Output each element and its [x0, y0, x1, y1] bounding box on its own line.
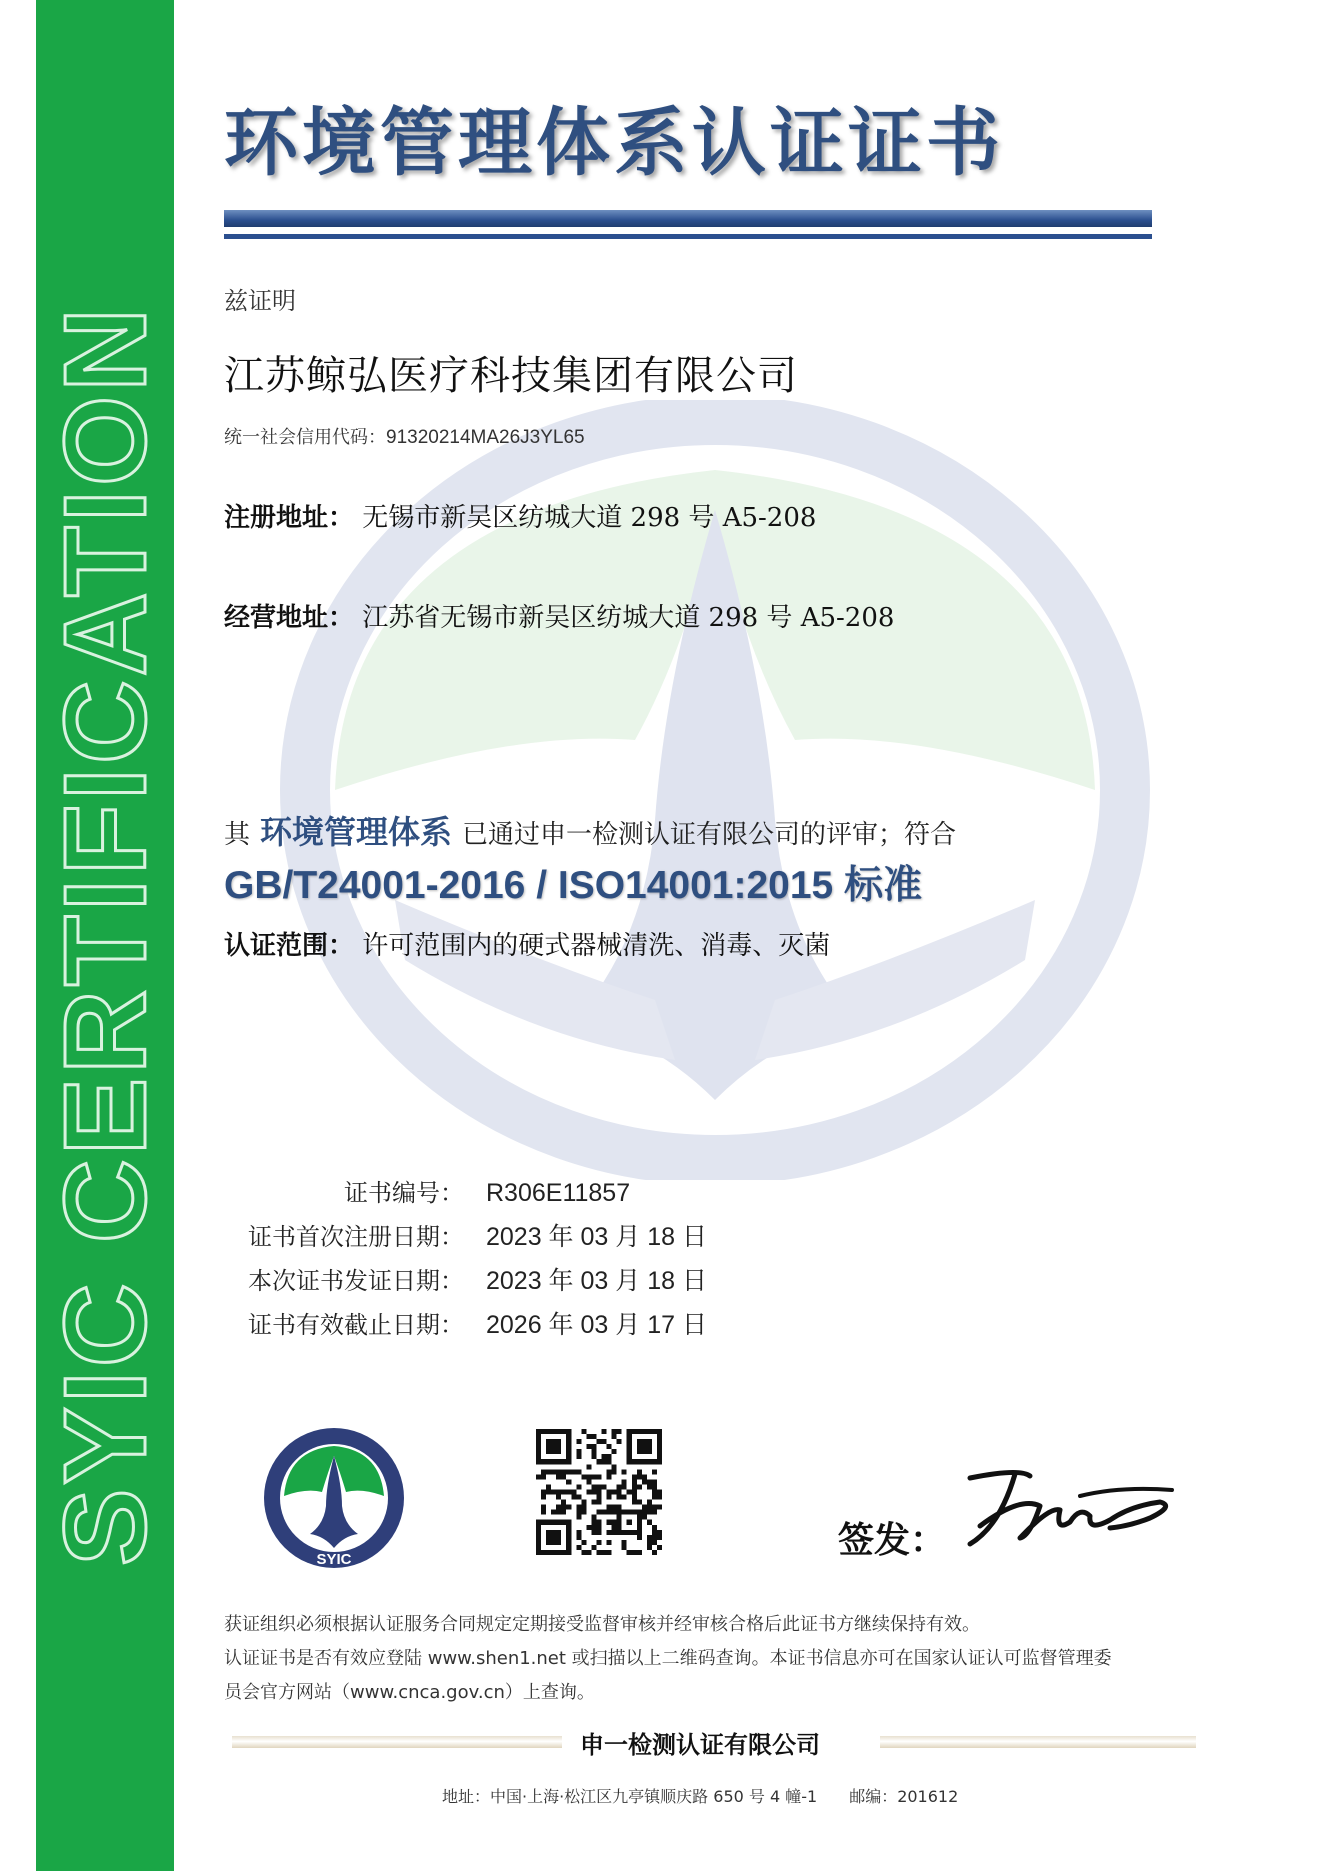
certificate-title: 环境管理体系认证证书	[224, 100, 1004, 186]
info-label: 证书有效截止日期：	[248, 1311, 464, 1339]
credit-code-label: 统一社会信用代码：	[224, 427, 386, 448]
info-value: 2026 年 03 月 17 日	[486, 1311, 707, 1339]
statement-suffix: 已通过申一检测认证有限公司的评审；符合	[462, 820, 957, 850]
hereby-certify-text: 兹证明	[224, 287, 296, 315]
syic-seal-logo	[262, 1426, 406, 1570]
company-name: 江苏鲸弘医疗科技集团有限公司	[224, 353, 798, 399]
footer-decor-left	[232, 1736, 562, 1748]
issuing-body: 申一检测认证有限公司	[580, 1731, 820, 1759]
info-label: 证书编号：	[344, 1179, 464, 1207]
certification-scope	[224, 925, 830, 962]
handwritten-signature	[960, 1466, 1180, 1556]
footer-decor-right	[880, 1736, 1196, 1748]
credit-code	[224, 423, 585, 449]
info-label: 证书首次注册日期：	[248, 1223, 464, 1251]
registered-address-label: 注册地址：	[224, 503, 355, 533]
title-rule-thin	[224, 234, 1152, 239]
certificate-number-row	[220, 1173, 720, 1208]
title-rule-thick	[224, 210, 1152, 227]
business-address-value: 江苏省无锡市新吴区纺城大道 298 号 A5-208	[362, 603, 895, 633]
scope-value: 许可范围内的硬式器械清洗、消毒、灭菌	[362, 931, 831, 961]
business-address-label: 经营地址：	[224, 603, 355, 633]
standard-text: GB/T24001-2016 / ISO14001:2015 标准	[224, 864, 923, 907]
management-system-name: 环境管理体系	[260, 813, 453, 851]
credit-code-value: 91320214MA26J3YL65	[386, 427, 585, 448]
note-line: 获证组织必须根据认证服务合同规定定期接受监督审核并经审核合格后此证书方继续保持有效。	[224, 1614, 980, 1635]
registered-address	[224, 497, 816, 534]
validity-notes	[224, 1608, 1204, 1710]
note-line: 认证证书是否有效应登陆 www.shen1.net 或扫描以上二维码查询。本证书信息亦可在国家认证认可监督管理委	[224, 1648, 1112, 1669]
statement-prefix: 其	[224, 820, 251, 850]
seal-text: SYIC	[316, 1551, 352, 1568]
note-line: 员会官方网站（www.cnca.gov.cn）上查询。	[224, 1682, 595, 1703]
expiry-date-row	[220, 1305, 720, 1341]
verification-qr-code[interactable]	[536, 1429, 662, 1555]
registered-address-value: 无锡市新吴区纺城大道 298 号 A5-208	[362, 503, 817, 533]
business-address	[224, 597, 894, 634]
issue-date-row	[220, 1261, 720, 1297]
info-label: 本次证书发证日期：	[248, 1267, 464, 1295]
certification-statement	[224, 807, 956, 853]
info-value: R306E11857	[486, 1179, 631, 1207]
signatory-label: 签发：	[838, 1520, 947, 1561]
scope-label: 认证范围：	[224, 931, 355, 961]
first-registration-date-row	[220, 1217, 720, 1253]
issuer-address: 地址：中国·上海·松江区九亭镇顺庆路 650 号 4 幢-1 邮编：201612	[442, 1787, 959, 1806]
info-value: 2023 年 03 月 18 日	[486, 1223, 707, 1251]
info-value: 2023 年 03 月 18 日	[486, 1267, 707, 1295]
vertical-brand-text: SYIC CERTIFICATION	[40, 303, 170, 1567]
